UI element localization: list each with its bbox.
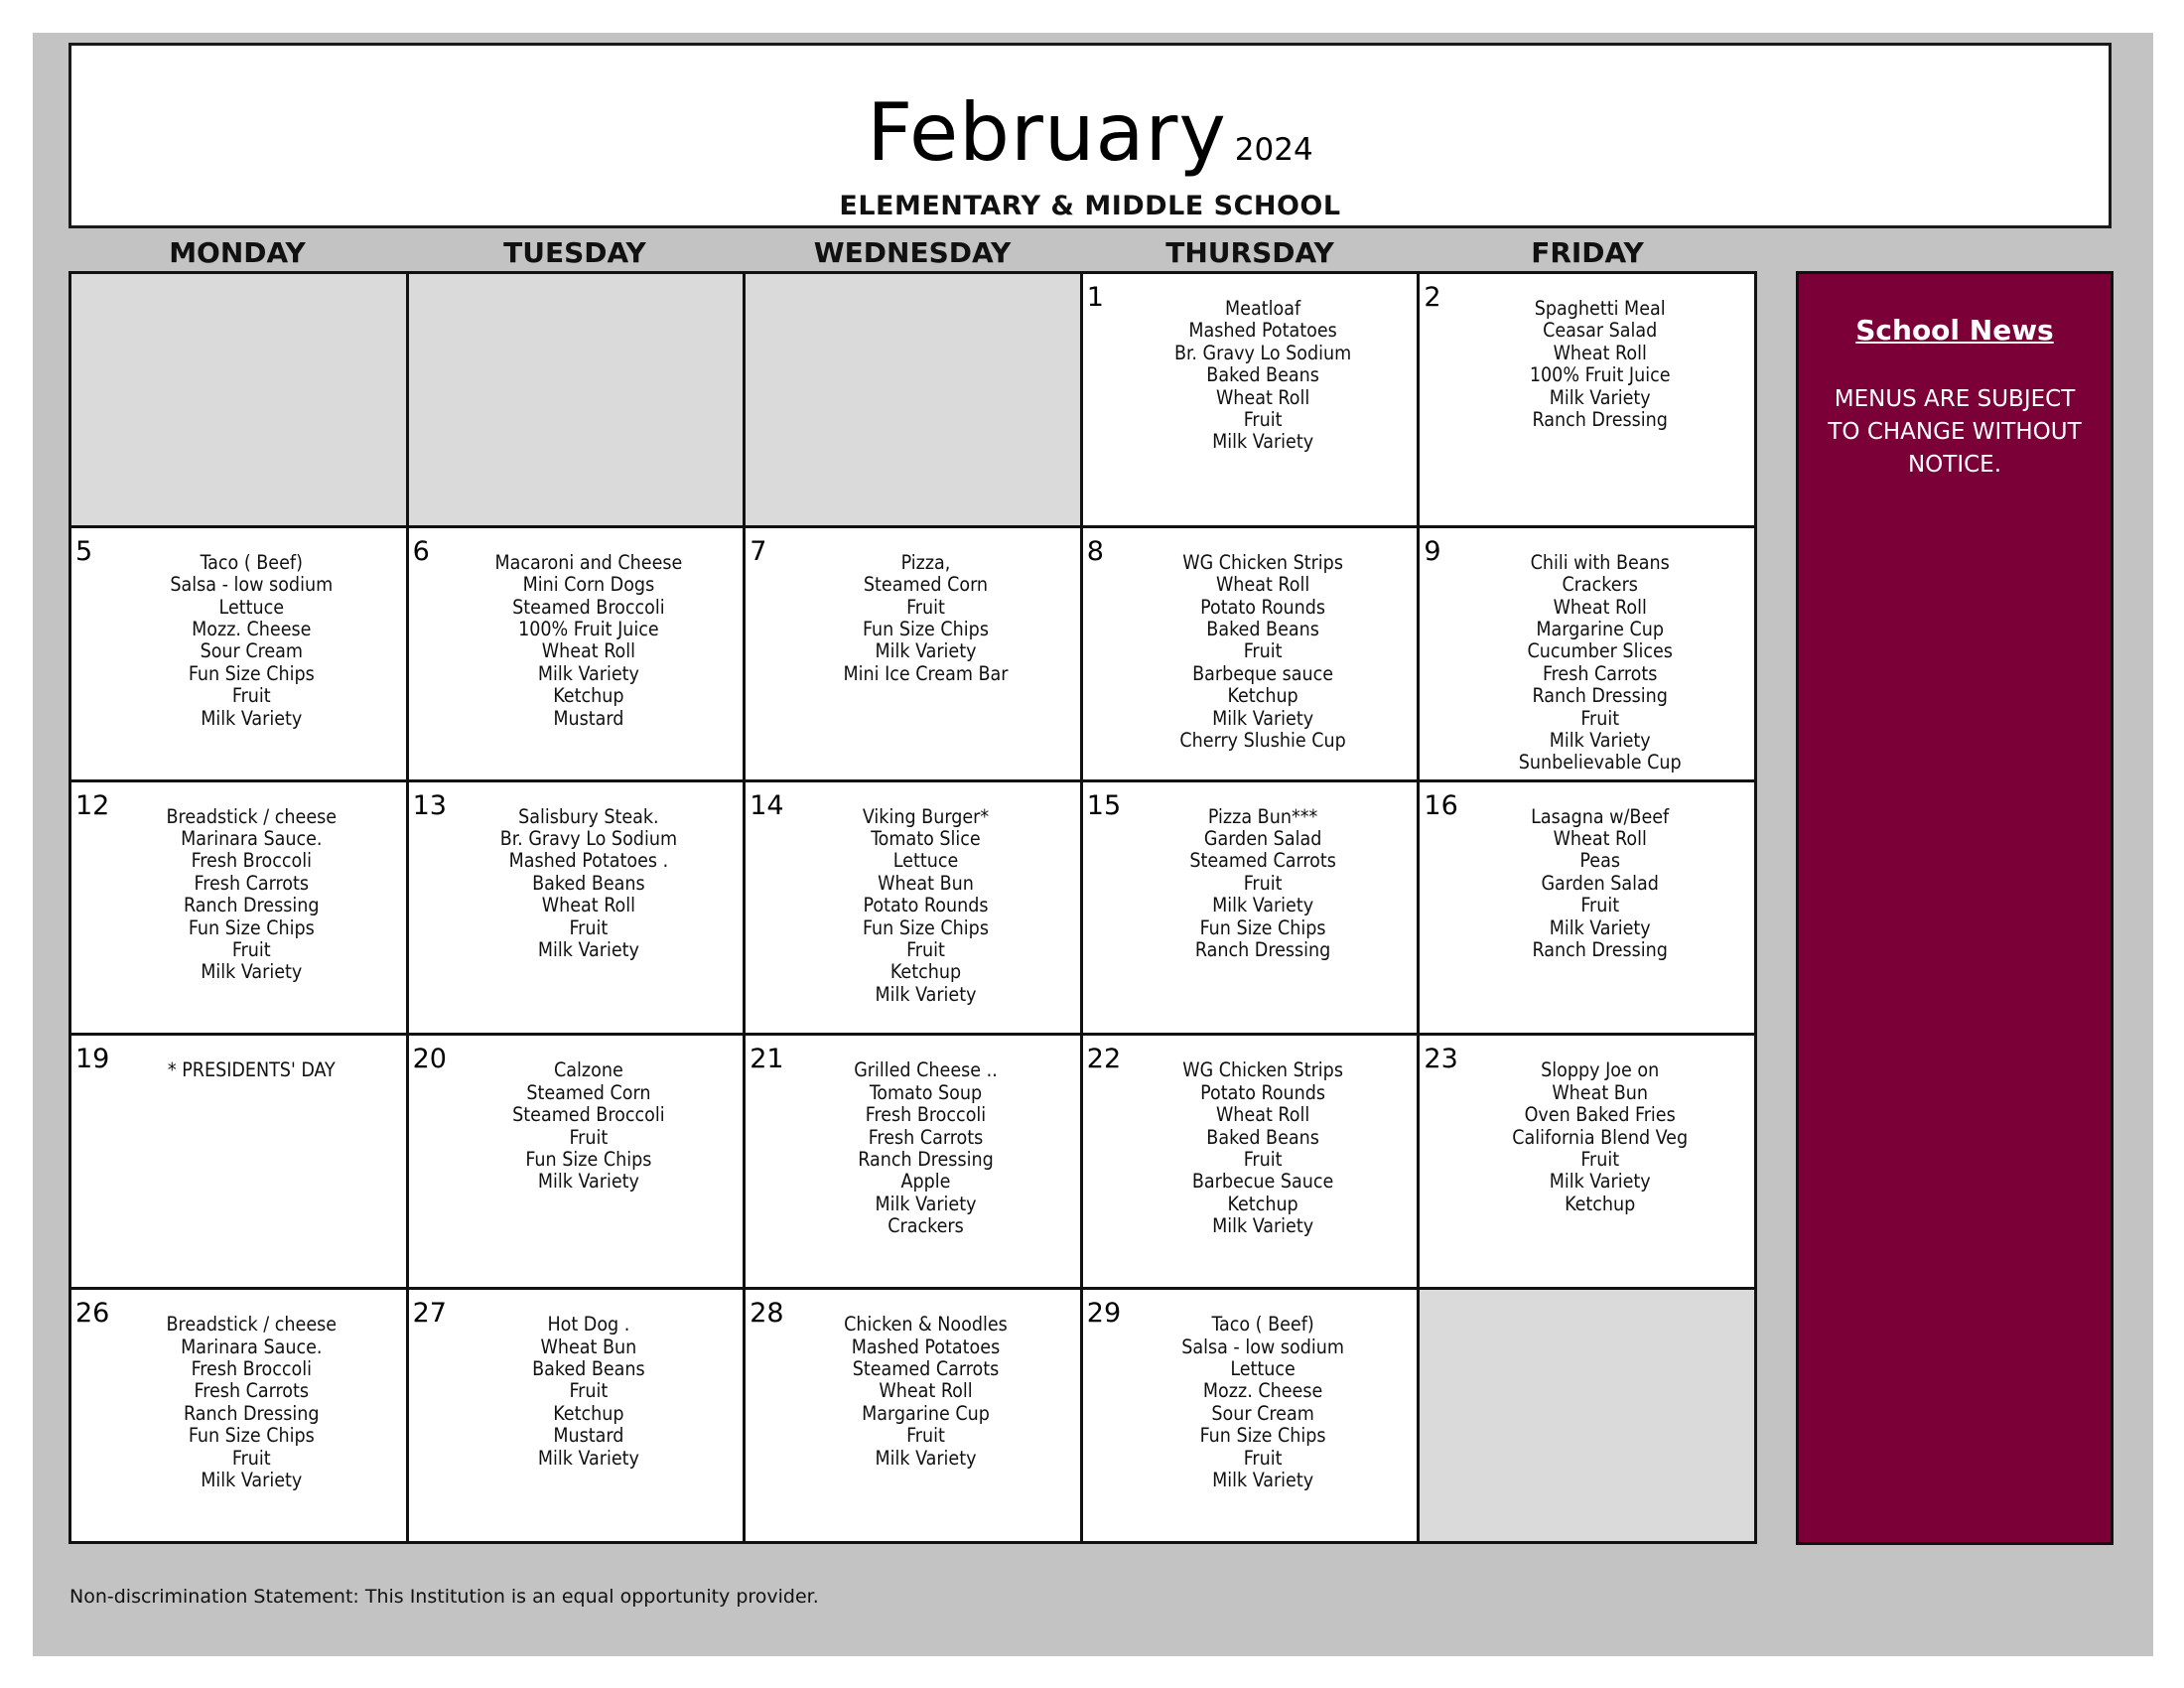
- year-label: 2024: [1234, 132, 1313, 168]
- menu-item: Ranch Dressing: [1532, 938, 1668, 962]
- day-number: 20: [412, 1044, 447, 1075]
- day-number: 14: [750, 789, 784, 821]
- menu-item: Garden Salad: [1203, 827, 1322, 850]
- empty-day-cell: [746, 274, 1080, 525]
- menu-item: Hot Dog .: [547, 1313, 630, 1336]
- menu-item: Wheat Roll: [1553, 595, 1647, 619]
- news-body: MENUS ARE SUBJECT TO CHANGE WITHOUT NOTICE.: [1828, 386, 2082, 478]
- menu-item: Ranch Dressing: [1194, 938, 1331, 962]
- menu-item: Milk Variety: [1212, 430, 1314, 454]
- day-number: 13: [412, 789, 447, 821]
- menu-item: Ketchup: [1227, 684, 1298, 708]
- menu-item: Steamed Corn: [526, 1080, 651, 1104]
- menu-item: Steamed Broccoli: [512, 1103, 665, 1127]
- menu-item: Fresh Broccoli: [865, 1103, 987, 1127]
- menu-list: [97, 1059, 406, 1081]
- menu-item: Salsa - low sodium: [1181, 1335, 1344, 1358]
- day-cell: [409, 1036, 744, 1287]
- menu-list: [771, 1314, 1080, 1470]
- menu-item: Milk Variety: [875, 982, 977, 1006]
- menu-item: Breadstick / cheese: [166, 804, 338, 828]
- menu-item: Milk Variety: [1212, 1469, 1314, 1492]
- menu-list: [1445, 552, 1754, 774]
- menu-item: Mozz. Cheese: [1202, 1379, 1323, 1403]
- menu-item: Margarine Cup: [862, 1401, 990, 1425]
- menu-item: Lettuce: [1230, 1357, 1296, 1380]
- menu-item: Wheat Bun: [540, 1335, 637, 1358]
- day-number: 12: [75, 789, 110, 821]
- day-cell: [409, 528, 744, 779]
- menu-item: Wheat Bun: [878, 871, 974, 895]
- day-number: 28: [750, 1298, 784, 1330]
- menu-item: Fruit: [231, 1446, 271, 1470]
- menu-item: Fun Size Chips: [1199, 915, 1326, 939]
- menu-item: Lettuce: [218, 595, 285, 619]
- menu-item: Fruit: [1243, 408, 1283, 432]
- day-number: 29: [1086, 1298, 1122, 1330]
- day-cell: [1420, 1036, 1754, 1287]
- menu-list: [1445, 806, 1754, 962]
- menu-item: Viking Burger*: [862, 804, 990, 828]
- day-cell: [1083, 1290, 1418, 1541]
- menu-list: [1109, 1059, 1418, 1237]
- day-cell: [71, 782, 406, 1034]
- menu-item: Mustard: [553, 1424, 624, 1448]
- menu-item: Ketchup: [1227, 1192, 1298, 1215]
- day-number: 8: [1086, 535, 1104, 567]
- day-cell: [746, 528, 1080, 779]
- menu-item: Fun Size Chips: [1199, 1424, 1326, 1448]
- menu-item: Wheat Bun: [1552, 1080, 1649, 1104]
- menu-item: Fruit: [1580, 894, 1620, 917]
- menu-item: Wheat Roll: [1553, 341, 1647, 364]
- menu-item: Grilled Cheese ..: [854, 1058, 998, 1082]
- menu-item: Mini Ice Cream Bar: [843, 661, 1009, 685]
- page-title: [71, 86, 2109, 179]
- menu-item: Crackers: [1562, 573, 1638, 597]
- menu-item: Br. Gravy Lo Sodium: [499, 827, 678, 850]
- menu-list: [1445, 298, 1754, 431]
- menu-item: Fun Size Chips: [188, 661, 315, 685]
- day-number: 9: [1424, 535, 1441, 567]
- menu-item: Ketchup: [1565, 1192, 1636, 1215]
- menu-item: Potato Rounds: [1200, 595, 1326, 619]
- menu-item: Fun Size Chips: [863, 915, 989, 939]
- menu-item: Fun Size Chips: [188, 1424, 315, 1448]
- menu-item: Fruit: [1580, 706, 1620, 730]
- day-cell: [1083, 274, 1418, 525]
- menu-item: Ranch Dressing: [1532, 408, 1668, 432]
- menu-item: Fruit: [569, 1125, 609, 1149]
- day-cell: [71, 528, 406, 779]
- menu-item: Cucumber Slices: [1527, 639, 1673, 663]
- menu-item: Barbecue Sauce: [1191, 1170, 1334, 1194]
- menu-item: Macaroni and Cheese: [494, 550, 683, 574]
- menu-item: Ketchup: [553, 684, 624, 708]
- day-number: 21: [750, 1044, 784, 1075]
- menu-item: Milk Variety: [201, 706, 303, 730]
- menu-item: Ketchup: [889, 960, 962, 984]
- menu-item: WG Chicken Strips: [1182, 550, 1343, 574]
- menu-list: [435, 552, 744, 730]
- menu-item: Baked Beans: [1206, 618, 1319, 641]
- menu-item: Ranch Dressing: [1532, 684, 1668, 708]
- menu-item: Fruit: [1243, 1148, 1283, 1172]
- day-cell: [409, 782, 744, 1034]
- menu-item: Wheat Roll: [541, 894, 636, 917]
- day-number: 27: [412, 1298, 447, 1330]
- menu-item: Ranch Dressing: [858, 1148, 994, 1172]
- menu-item: Tomato Slice: [871, 827, 981, 850]
- menu-item: California Blend Veg: [1512, 1125, 1689, 1149]
- menu-item: Milk Variety: [537, 661, 639, 685]
- menu-item: Steamed Carrots: [1189, 849, 1336, 873]
- menu-item: Wheat Roll: [1215, 573, 1310, 597]
- day-cell: [1420, 528, 1754, 779]
- menu-item: Pizza,: [900, 550, 951, 574]
- menu-item: Fruit: [231, 684, 271, 708]
- menu-item: Margarine Cup: [1536, 618, 1665, 641]
- menu-item: Milk Variety: [201, 960, 303, 984]
- menu-item: Fresh Broccoli: [191, 1357, 312, 1380]
- menu-item: Fruit: [1243, 871, 1283, 895]
- menu-item: Pizza Bun***: [1207, 804, 1318, 828]
- menu-item: Fruit: [1243, 1446, 1283, 1470]
- month-title: February: [867, 86, 1227, 179]
- menu-item: Sour Cream: [1211, 1401, 1314, 1425]
- day-number: 16: [1424, 789, 1458, 821]
- menu-item: Mini Corn Dogs: [522, 573, 655, 597]
- menu-item: Mozz. Cheese: [192, 618, 312, 641]
- menu-item: Fruit: [569, 915, 609, 939]
- page-background: [33, 33, 2153, 1656]
- menu-item: Milk Variety: [1549, 915, 1651, 939]
- day-header-wednesday: WEDNESDAY: [813, 236, 1012, 269]
- menu-item: Sunbelievable Cup: [1518, 751, 1682, 774]
- menu-item: Fruit: [569, 1379, 609, 1403]
- menu-item: Baked Beans: [1206, 1125, 1319, 1149]
- menu-item: Fruit: [231, 938, 271, 962]
- menu-item: WG Chicken Strips: [1182, 1058, 1343, 1082]
- menu-item: Fruit: [1580, 1148, 1620, 1172]
- menu-item: 100% Fruit Juice: [1529, 363, 1671, 387]
- non-discrimination-statement: Non-discrimination Statement: This Institution is an equal opportunity provider.: [69, 1586, 819, 1608]
- menu-item: Spaghetti Meal: [1534, 297, 1666, 320]
- menu-item: Oven Baked Fries: [1524, 1103, 1676, 1127]
- menu-item: Steamed Broccoli: [512, 595, 665, 619]
- menu-item: Sour Cream: [200, 639, 304, 663]
- menu-item: Marinara Sauce.: [181, 827, 323, 850]
- day-header-friday: FRIDAY: [1531, 236, 1644, 269]
- menu-item: Breadstick / cheese: [166, 1313, 338, 1336]
- menu-list: [771, 1059, 1080, 1237]
- menu-item: Chili with Beans: [1530, 550, 1670, 574]
- menu-list: [771, 552, 1080, 685]
- menu-item: Baked Beans: [532, 1357, 645, 1380]
- menu-item: Milk Variety: [1212, 1214, 1314, 1238]
- day-cell: [746, 1036, 1080, 1287]
- menu-list: [1109, 1314, 1418, 1491]
- menu-list: [97, 552, 406, 730]
- menu-item: Wheat Roll: [879, 1379, 973, 1403]
- menu-item: Milk Variety: [537, 1446, 639, 1470]
- menu-item: Lettuce: [892, 849, 959, 873]
- day-header-thursday: THURSDAY: [1165, 236, 1334, 269]
- day-number: 15: [1086, 789, 1122, 821]
- day-header-monday: MONDAY: [169, 236, 306, 269]
- calendar-header: [68, 43, 2112, 228]
- day-cell: [71, 1290, 406, 1541]
- menu-item: Crackers: [887, 1214, 964, 1238]
- menu-list: [771, 806, 1080, 1007]
- menu-item: Mustard: [553, 706, 624, 730]
- day-number: 26: [75, 1298, 110, 1330]
- day-number: 19: [75, 1044, 110, 1075]
- menu-item: Fresh Broccoli: [191, 849, 312, 873]
- day-cell: [1083, 782, 1418, 1034]
- menu-list: [97, 1314, 406, 1491]
- menu-item: Fruit: [906, 938, 945, 962]
- menu-item: Chicken & Noodles: [844, 1313, 1008, 1336]
- day-cell: [1420, 782, 1754, 1034]
- menu-item: Milk Variety: [875, 639, 977, 663]
- menu-item: Fresh Carrots: [868, 1125, 984, 1149]
- news-title: School News: [1855, 314, 2054, 347]
- menu-item: Lasagna w/Beef: [1531, 804, 1670, 828]
- menu-item: Fun Size Chips: [188, 915, 315, 939]
- day-cell: [746, 782, 1080, 1034]
- calendar-grid: [68, 271, 1757, 1544]
- menu-item: Taco ( Beef): [1211, 1313, 1314, 1336]
- menu-item: Milk Variety: [1549, 385, 1651, 409]
- menu-item: Fun Size Chips: [525, 1148, 652, 1172]
- menu-list: [1109, 806, 1418, 962]
- menu-list: [435, 1314, 744, 1470]
- school-news-panel: [1796, 271, 2114, 1545]
- menu-item: Wheat Roll: [1215, 1103, 1310, 1127]
- day-number: 6: [412, 535, 430, 567]
- menu-item: Milk Variety: [875, 1192, 977, 1215]
- day-cell: [1420, 274, 1754, 525]
- menu-item: Ranch Dressing: [184, 894, 320, 917]
- menu-item: Milk Variety: [537, 938, 639, 962]
- empty-day-cell: [1420, 1290, 1754, 1541]
- menu-item: Cherry Slushie Cup: [1179, 729, 1346, 753]
- menu-list: [435, 1059, 744, 1193]
- menu-item: Fruit: [906, 595, 945, 619]
- menu-item: Barbeque sauce: [1192, 661, 1334, 685]
- menu-item: Ranch Dressing: [184, 1401, 320, 1425]
- menu-item: Salsa - low sodium: [170, 573, 334, 597]
- menu-item: Fresh Carrots: [194, 871, 310, 895]
- menu-item: Apple: [900, 1170, 951, 1194]
- menu-item: Fresh Carrots: [1542, 661, 1658, 685]
- day-cell: [409, 1290, 744, 1541]
- menu-item: Fresh Carrots: [194, 1379, 310, 1403]
- menu-item: Mashed Potatoes: [851, 1335, 1001, 1358]
- menu-item: Peas: [1579, 849, 1620, 873]
- day-number: 1: [1086, 282, 1104, 313]
- menu-item: Milk Variety: [201, 1469, 303, 1492]
- menu-list: [1109, 552, 1418, 753]
- menu-item: Baked Beans: [1206, 363, 1319, 387]
- day-cell: [1083, 528, 1418, 779]
- menu-item: Br. Gravy Lo Sodium: [1173, 341, 1352, 364]
- day-number: 2: [1424, 282, 1441, 313]
- menu-item: Meatloaf: [1225, 297, 1301, 320]
- menu-list: [435, 806, 744, 962]
- menu-item: Salisbury Steak.: [518, 804, 659, 828]
- day-number: 22: [1086, 1044, 1122, 1075]
- menu-item: Ketchup: [553, 1401, 624, 1425]
- menu-item: Mashed Potatoes: [1188, 319, 1337, 343]
- menu-item: Fun Size Chips: [863, 618, 989, 641]
- menu-item: Milk Variety: [1212, 894, 1314, 917]
- menu-item: Wheat Roll: [1215, 385, 1310, 409]
- menu-list: [1109, 298, 1418, 454]
- day-number: 23: [1424, 1044, 1458, 1075]
- day-cell: [71, 1036, 406, 1287]
- day-number: 7: [750, 535, 767, 567]
- menu-item: Wheat Roll: [1553, 827, 1647, 850]
- menu-item: Steamed Corn: [863, 573, 989, 597]
- menu-item: 100% Fruit Juice: [518, 618, 659, 641]
- menu-item: Calzone: [554, 1058, 623, 1082]
- menu-list: [1445, 1059, 1754, 1215]
- menu-item: * PRESIDENTS' DAY: [167, 1058, 336, 1082]
- menu-item: Milk Variety: [875, 1446, 977, 1470]
- menu-item: Potato Rounds: [1200, 1080, 1326, 1104]
- menu-item: Fruit: [1243, 639, 1283, 663]
- menu-item: Milk Variety: [537, 1170, 639, 1194]
- menu-item: Sloppy Joe on: [1541, 1058, 1660, 1082]
- empty-day-cell: [409, 274, 744, 525]
- menu-item: Baked Beans: [532, 871, 645, 895]
- day-cell: [1083, 1036, 1418, 1287]
- menu-item: Steamed Carrots: [852, 1357, 1000, 1380]
- menu-item: Milk Variety: [1549, 729, 1651, 753]
- menu-item: Wheat Roll: [541, 639, 636, 663]
- menu-item: Ceasar Salad: [1543, 319, 1658, 343]
- menu-item: Mashed Potatoes .: [508, 849, 669, 873]
- day-cell: [746, 1290, 1080, 1541]
- menu-item: Garden Salad: [1541, 871, 1659, 895]
- empty-day-cell: [71, 274, 406, 525]
- menu-item: Milk Variety: [1212, 706, 1314, 730]
- menu-item: Milk Variety: [1549, 1170, 1651, 1194]
- menu-list: [97, 806, 406, 984]
- day-number: 5: [75, 535, 93, 567]
- day-header-tuesday: TUESDAY: [503, 236, 646, 269]
- menu-item: Taco ( Beef): [200, 550, 303, 574]
- school-subtitle: ELEMENTARY & MIDDLE SCHOOL: [839, 191, 1341, 221]
- menu-item: Potato Rounds: [863, 894, 989, 917]
- menu-item: Fruit: [906, 1424, 945, 1448]
- menu-item: Marinara Sauce.: [181, 1335, 323, 1358]
- menu-item: Tomato Soup: [869, 1080, 983, 1104]
